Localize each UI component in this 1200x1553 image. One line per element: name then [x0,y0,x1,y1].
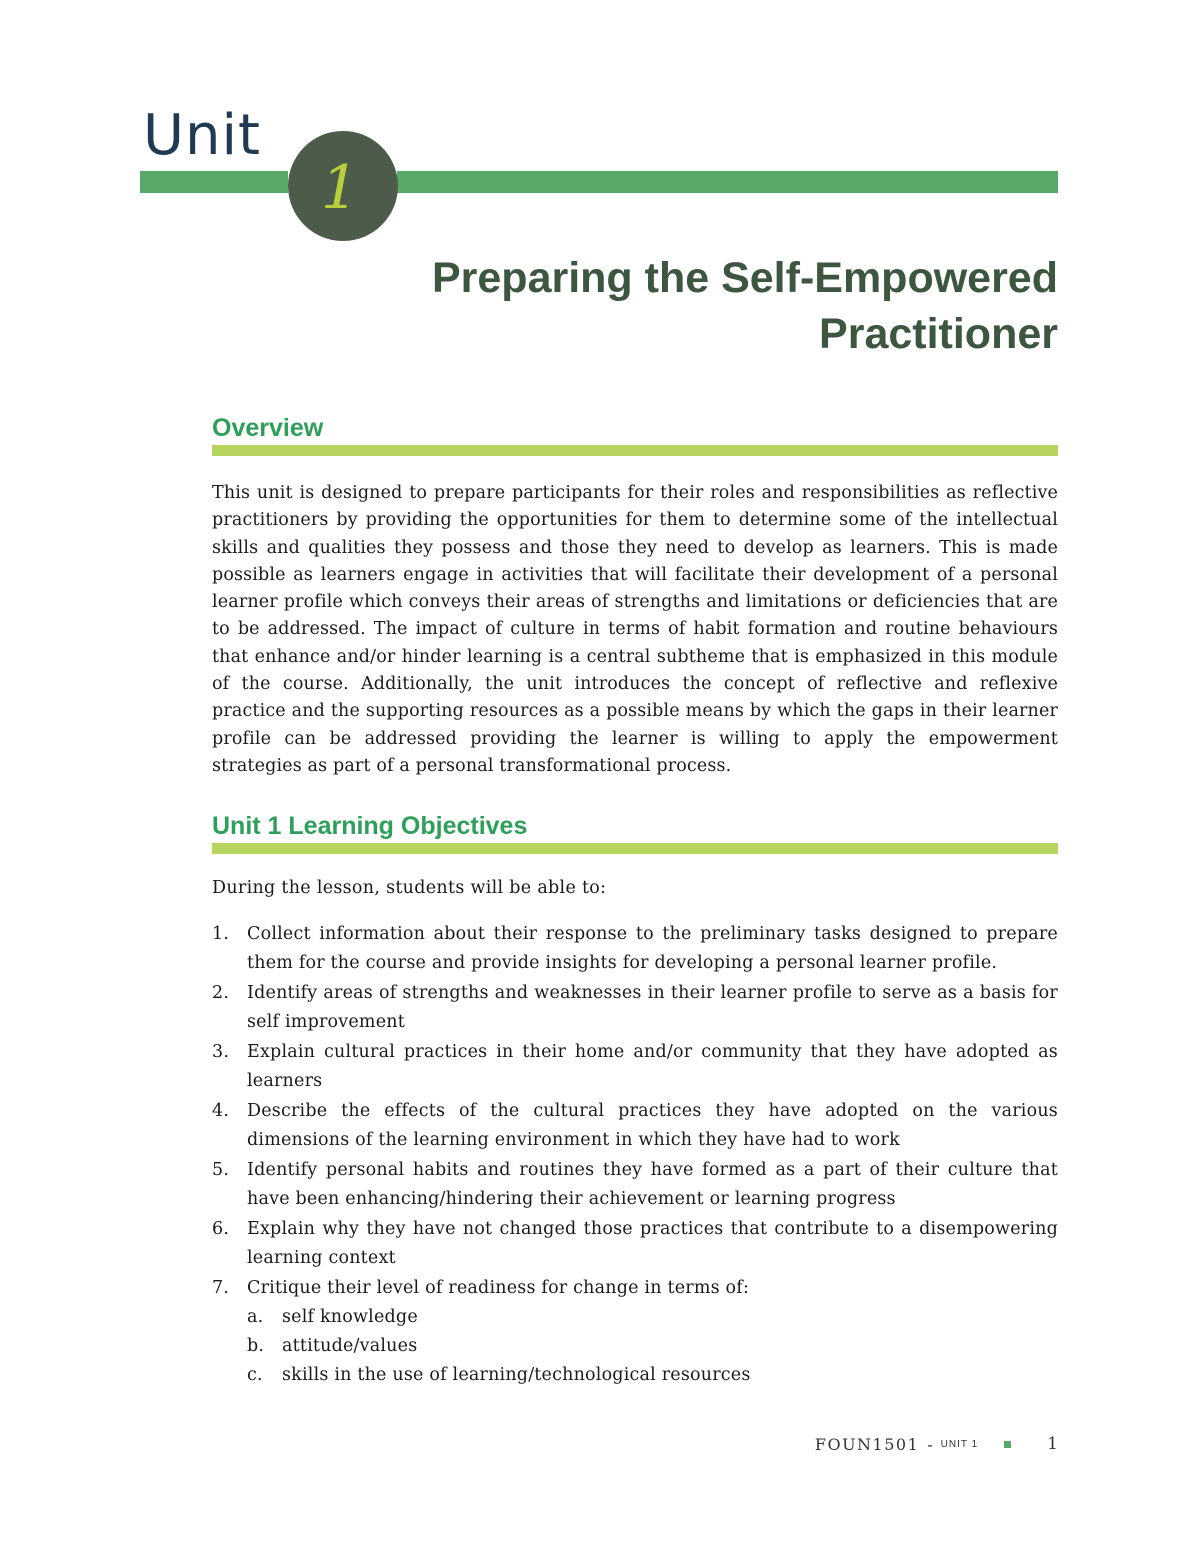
objective-number: 6. [212,1219,230,1239]
sub-item [247,1332,1058,1361]
unit-label: Unit [143,103,261,168]
footer-square-icon [1004,1441,1011,1448]
footer-course-code: FOUN1501 [814,1434,920,1454]
title-line-1: Preparing the Self-Empowered [431,254,1058,302]
sub-item-letter: c. [247,1365,263,1385]
page-number: 1 [1047,1434,1058,1454]
objective-text: Collect information about their response to the preliminary tasks designed to prepare them for the course and provide insights for developing a personal learner profile. [247,924,1058,973]
objective-number: 4. [212,1101,230,1121]
sub-item-text: attitude/values [282,1336,418,1356]
page-title [258,250,1058,362]
objective-text: Describe the effects of the cultural practices they have adopted on the various dimensions of the learning environment in which they have had to work [247,1101,1058,1150]
overview-heading: Overview [212,414,324,442]
objective-item [212,1274,1058,1390]
objectives-intro: During the lesson, students will be able to: [212,878,607,898]
overview-rule [212,445,1058,456]
objective-item [212,979,1058,1037]
objective-text: Explain cultural practices in their home and/or community that they have adopted as learners [247,1042,1058,1091]
title-line-2: Practitioner [819,310,1058,358]
objective-number: 3. [212,1042,230,1062]
unit-number: 1 [320,153,360,223]
footer-unit-label: UNIT 1 [940,1438,979,1450]
objectives-rule [212,843,1058,854]
objective-text: Critique their level of readiness for change in terms of: [247,1278,750,1298]
unit-number-badge [288,131,398,241]
readiness-sublist [247,1303,1058,1390]
header-bar-left [140,171,288,193]
objective-item [212,1215,1058,1273]
objective-number: 1. [212,924,230,944]
header-bar-right [397,171,1058,193]
sub-item [247,1303,1058,1332]
sub-item-letter: a. [247,1307,264,1327]
footer-separator: - [927,1434,933,1454]
objective-text: Identify personal habits and routines they have formed as a part of their culture that have been enhancing/hindering their achievement or learning progress [247,1160,1058,1209]
sub-item-text: self knowledge [282,1307,418,1327]
objective-text: Identify areas of strengths and weaknesses in their learner profile to serve as a basis for self improvement [247,983,1058,1032]
objective-item [212,1038,1058,1096]
overview-paragraph: This unit is designed to prepare participants for their roles and responsibilities as reflective practitioners by providing the opportunities for them to determine some of the intellectual skills and qualities they possess and those they need to develop as learners. This is made possible as learners engage in activities that will facilitate their development of a personal learner profile which conveys their areas of strengths and limitations or deficiencies that are to be addressed. The impact of culture in terms of habit formation and routine behaviours that enhance and/or hinder learning is a central subtheme that is emphasized in this module of the course. Additionally, the unit introduces the concept of reflective and reflexive practice and the supporting resources as a possible means by which the gaps in their learner profile can be addressed providing the learner is willing to apply the empowerment strategies as part of a personal transformational process. [212,483,1058,776]
objective-number: 5. [212,1160,230,1180]
objective-item [212,1156,1058,1214]
page-footer [815,1434,1058,1454]
objectives-list [212,920,1058,1391]
sub-item [247,1361,1058,1390]
objective-item [212,1097,1058,1155]
objective-number: 7. [212,1278,230,1298]
sub-item-letter: b. [247,1336,265,1356]
objective-item [212,920,1058,978]
objective-text: Explain why they have not changed those practices that contribute to a disempowering learning context [247,1219,1058,1268]
objective-number: 2. [212,983,230,1003]
objectives-heading: Unit 1 Learning Objectives [212,812,528,840]
sub-item-text: skills in the use of learning/technological resources [282,1365,751,1385]
